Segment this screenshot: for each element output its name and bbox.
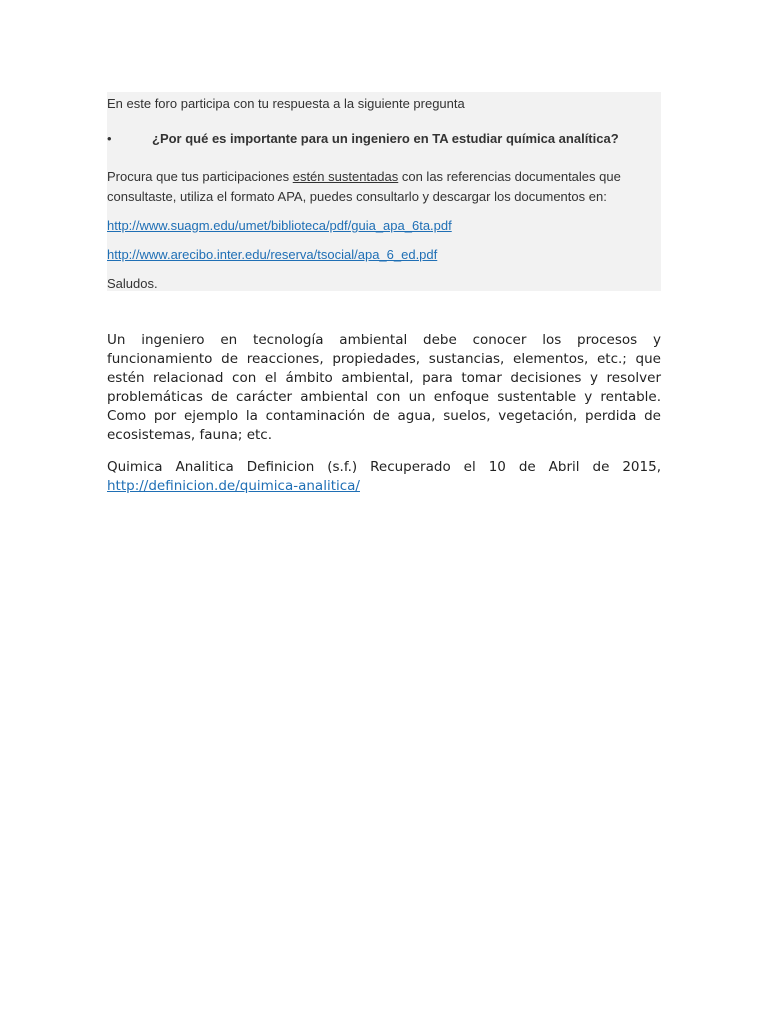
citation-link[interactable]: http://definicion.de/quimica-analitica/: [107, 478, 360, 494]
forum-intro: En este foro participa con tu respuesta a la siguiente pregunta: [107, 96, 465, 111]
forum-question: [107, 129, 661, 149]
forum-prompt-box: [107, 92, 661, 291]
forum-closing: Saludos.: [107, 276, 158, 291]
instructions-before: Procura que tus participaciones: [107, 169, 293, 184]
citation: [107, 458, 661, 496]
forum-instructions: [107, 167, 661, 207]
instructions-underlined: estén sustentadas: [292, 169, 399, 184]
apa-guide-link-1[interactable]: http://www.suagm.edu/umet/biblioteca/pdf/guia_apa_6ta.pdf: [107, 218, 452, 233]
answer-section: [107, 331, 661, 496]
citation-text: Quimica Analitica Definicion (s.f.) Recuperado el 10 de Abril de 2015,: [107, 459, 661, 475]
bullet-icon: •: [107, 131, 112, 146]
apa-guide-link-2[interactable]: http://www.arecibo.inter.edu/reserva/tsocial/apa_6_ed.pdf: [107, 247, 438, 262]
answer-paragraph: Un ingeniero en tecnología ambiental debe conocer los procesos y funcionamiento de reacciones, propiedades, sustancias, elementos, etc.; que estén relacionad con el ámbito ambiental, para tomar decisiones y resolver problemáticas de carácter ambiental con un enfoque sustentable y rentable. Como por ejemplo la contaminación de agua, suelos, vegetación, perdida de ecosistemas, fauna; etc.: [107, 332, 661, 443]
question-text: ¿Por qué es importante para un ingeniero en TA estudiar química analítica?: [152, 131, 619, 146]
document-page: [107, 92, 661, 496]
instructions-after: con las referencias documentales que consultaste, utiliza el formato APA, puedes consultarlo y descargar los documentos en:: [107, 169, 621, 204]
